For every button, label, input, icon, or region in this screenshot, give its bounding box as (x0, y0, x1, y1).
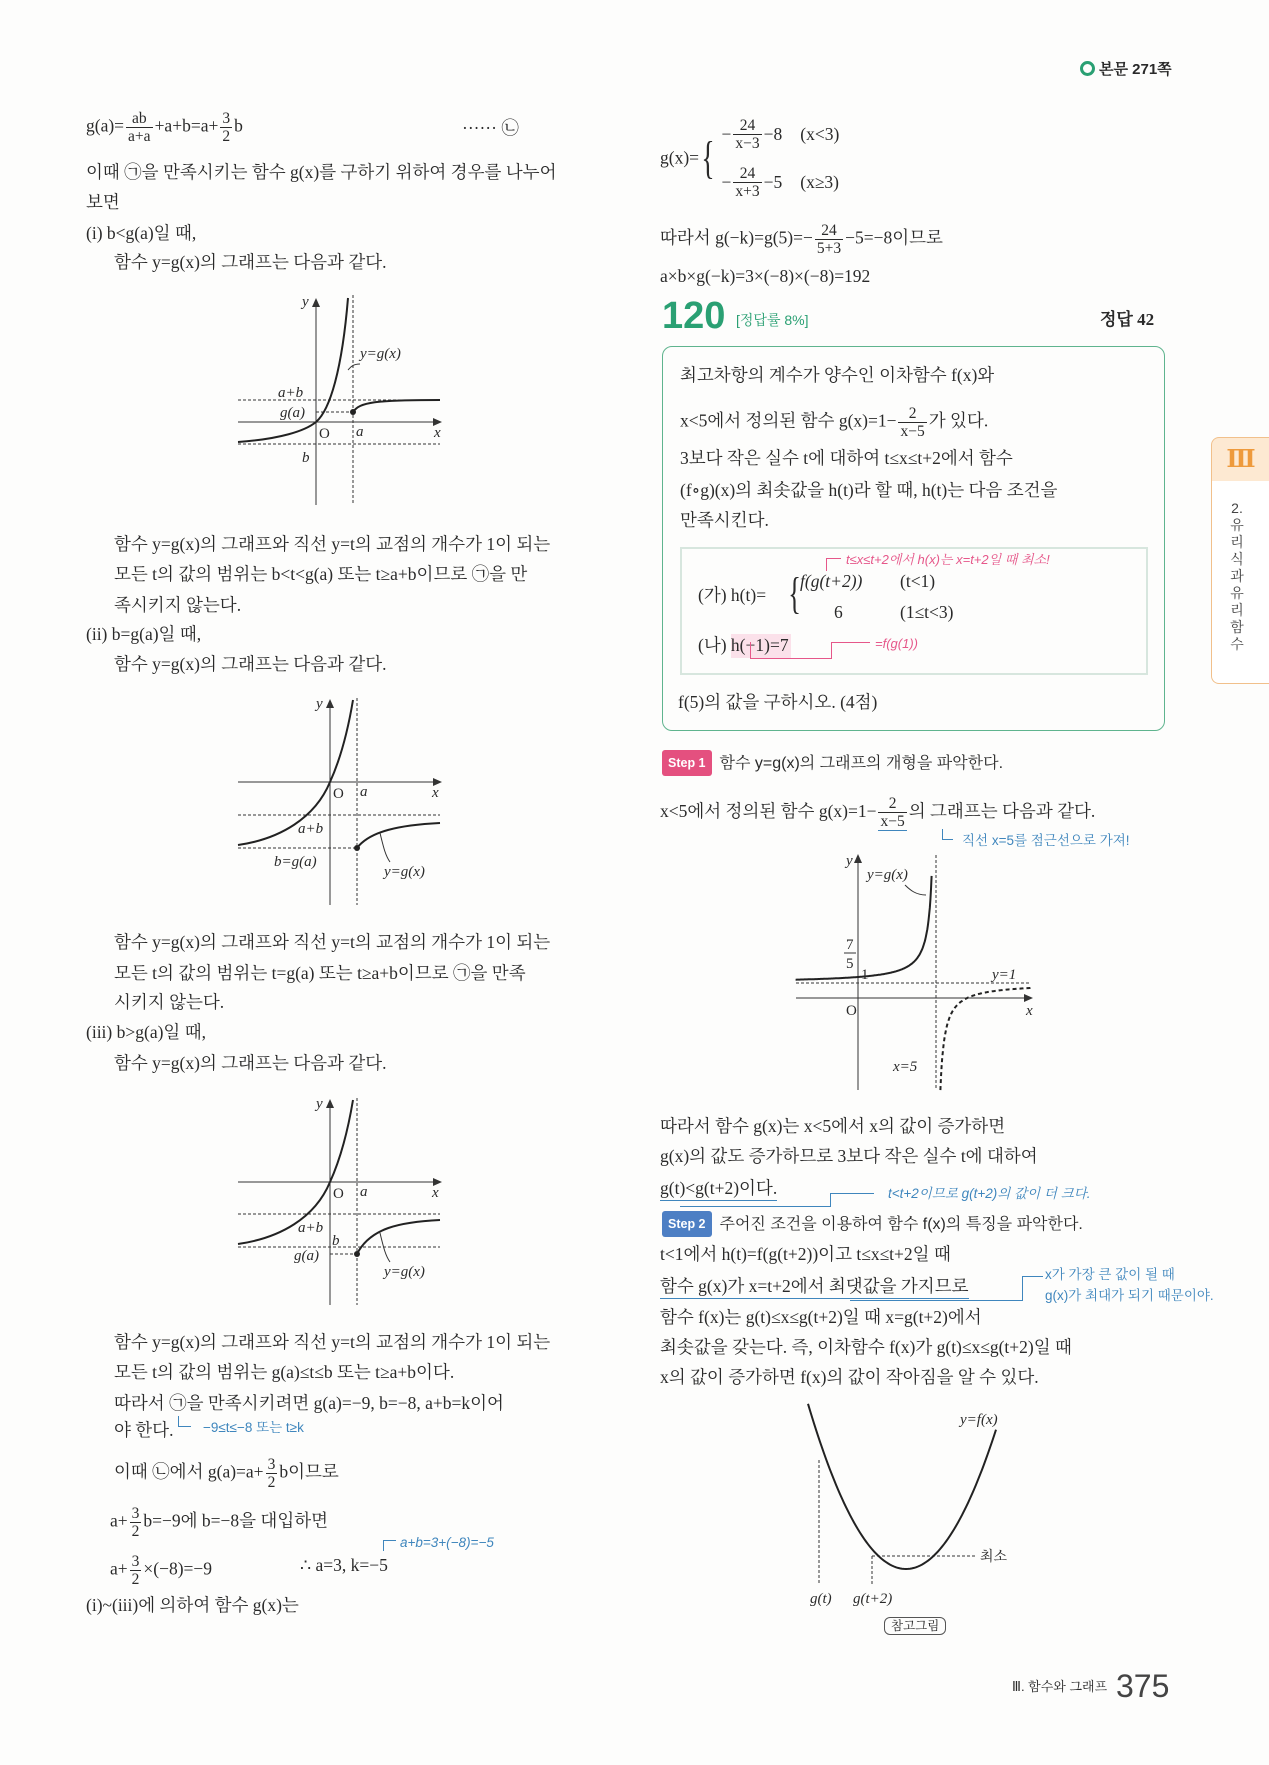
circle-bullet-icon (1080, 61, 1095, 76)
origin-label: O (319, 426, 330, 442)
annotation-arrow (383, 1540, 396, 1551)
piece-row (722, 158, 840, 206)
curve-dotted (940, 988, 1032, 1090)
equation-line (110, 1553, 212, 1588)
text-line: 이때 ㉠을 만족시키는 함수 g(x)를 구하기 위하여 경우를 나누어 (86, 162, 557, 182)
eq-part: −5=−8이므로 (845, 227, 943, 248)
arrow-icon (312, 298, 320, 307)
annotation-arrow (750, 642, 832, 659)
text-line: 야 한다. (114, 1420, 174, 1440)
x-equals-5-label: x=5 (893, 1059, 918, 1075)
denominator: 2 (267, 1474, 276, 1491)
denominator: x−3 (735, 134, 760, 152)
text-line: (i)~(iii)에 의하여 함수 g(x)는 (86, 1595, 299, 1615)
eq-part: b이므로 (279, 1461, 339, 1482)
denominator: 2 (131, 1571, 140, 1588)
eq-part: 따라서 g(−k)=g(5)=− (660, 227, 813, 248)
footer-section: Ⅲ. 함수와 그래프 (1012, 1679, 1108, 1694)
denominator: 2 (131, 1523, 140, 1540)
text-line: 보면 (86, 192, 120, 212)
piecewise-g (660, 110, 839, 206)
point (354, 1251, 360, 1257)
graph-f-parabola (800, 1400, 1060, 1640)
step-title: 주어진 조건을 이용하여 함수 f(x)의 특징을 파악한다. (719, 1216, 1083, 1233)
g-a-label: g(a) (280, 405, 305, 421)
annotation-arrow (1022, 1276, 1043, 1301)
condition-row1: f(g(t+2)) (800, 571, 863, 591)
curve-left (238, 700, 353, 845)
correct-rate: [정답률 8%] (736, 312, 809, 328)
annotation: 직선 x=5를 점근선으로 가져! (962, 833, 1130, 848)
x-label: x (432, 1185, 439, 1201)
chapter-title: 2.유리식과 유리함수 (1230, 500, 1244, 652)
eq-part: − (721, 123, 732, 144)
annotation: a+b=3+(−8)=−5 (400, 1535, 494, 1550)
eq-part: a+ (110, 1510, 128, 1531)
leader-line (905, 885, 926, 895)
eq-lhs: g(x)= (660, 147, 700, 168)
denominator: 5 (846, 956, 854, 972)
point (354, 845, 360, 851)
text-line: g(t)<g(t+2)이다. (660, 1176, 777, 1201)
eq-part: x<5에서 정의된 함수 g(x)=1− (680, 410, 897, 431)
step1-badge: Step 1 (662, 750, 712, 776)
condition: (x<3) (800, 123, 840, 144)
a-label: a (356, 424, 364, 440)
chapter-tab[interactable]: Ⅲ (1211, 437, 1269, 483)
eq-part: +a+b=a+ (154, 115, 219, 136)
fraction (126, 110, 153, 145)
eq-part: x<5에서 정의된 함수 g(x)=1− (660, 801, 877, 822)
fraction (898, 405, 926, 440)
text-line: 함수 y=g(x)의 그래프는 다음과 같다. (114, 1053, 387, 1073)
a-label: a (360, 784, 368, 800)
curve-label: y=g(x) (384, 864, 425, 880)
y-label: y (846, 853, 853, 869)
denominator: x−5 (880, 813, 905, 830)
numerator: 3 (267, 1456, 276, 1473)
curve-label: y=g(x) (384, 1264, 425, 1280)
annotation: g(x)가 최대가 되기 때문이야. (1045, 1288, 1214, 1303)
problem-text: 3보다 작은 실수 t에 대하여 t≤x≤t+2에서 함수 (680, 448, 1013, 468)
text-line: 따라서 함수 g(x)는 x<5에서 x의 값이 증가하면 (660, 1116, 1006, 1136)
annotation-arrow (680, 1194, 831, 1207)
annotation-arrow (178, 1416, 191, 1427)
text-line: 족시키지 않는다. (114, 595, 242, 615)
condition-row1-range: (t<1) (900, 571, 936, 591)
text-line: 모든 t의 값의 범위는 g(a)≤t≤b 또는 t≥a+b이다. (114, 1362, 455, 1382)
fraction (733, 117, 761, 152)
annotation-arrow (850, 1276, 1022, 1301)
b-label: b (332, 1233, 340, 1249)
denominator: a+a (128, 128, 151, 145)
text-line: 모든 t의 값의 범위는 t=g(a) 또는 t≥a+b이므로 ㉠을 만족 (114, 963, 526, 983)
fraction (266, 1456, 278, 1491)
brace: { (701, 132, 715, 183)
annotation: t<t+2이므로 g(t+2)의 값이 더 크다. (888, 1186, 1091, 1201)
brace: { (788, 569, 801, 618)
x-label: x (434, 425, 441, 441)
graph-g-asymptote (780, 845, 1050, 1095)
annotation-arrow (942, 829, 953, 840)
equation-line (110, 1505, 328, 1540)
numerator: 2 (898, 405, 926, 423)
step1-heading (662, 750, 1003, 776)
problem-number: 120 (662, 295, 726, 337)
curve-right (353, 400, 440, 412)
y-label: y (316, 696, 323, 712)
equation-line (660, 222, 943, 257)
point (350, 409, 356, 415)
text-line: 함수 y=g(x)의 그래프와 직선 y=t의 교점의 개수가 1이 되는 (114, 534, 551, 554)
eq-part: g(a)= (86, 115, 125, 136)
curve-right (357, 1220, 440, 1254)
eq-part: 이때 ㉡에서 g(a)=a+ (114, 1461, 264, 1482)
curve-left (238, 1100, 353, 1244)
eq-part: 가 있다. (928, 410, 989, 431)
problem-text: 최고차항의 계수가 양수인 이차함수 f(x)와 (680, 365, 995, 385)
arrow-icon (326, 699, 334, 708)
x-label: x (432, 785, 439, 801)
denominator: 2 (222, 128, 231, 145)
fraction (878, 795, 906, 831)
text-line: g(x)의 값도 증가하므로 3보다 작은 실수 t에 대하여 (660, 1146, 1038, 1166)
eq-part: 의 그래프는 다음과 같다. (908, 801, 1096, 822)
a-plus-b-label: a+b (278, 385, 304, 401)
leader-line (348, 364, 360, 370)
eq-part: b (234, 115, 243, 136)
eq-part: − (721, 171, 732, 192)
fraction (130, 1505, 142, 1540)
graph-case1 (220, 290, 460, 520)
eq-part: b=−9에 b=−8을 대입하면 (143, 1510, 329, 1531)
equation-g-a (86, 110, 243, 145)
piecewise-rows (722, 110, 840, 206)
numerator: 24 (733, 165, 761, 183)
annotation: =f(g(1)) (875, 636, 918, 651)
text-line: 함수 y=g(x)의 그래프는 다음과 같다. (114, 252, 387, 272)
annotation-arrow (831, 642, 870, 659)
min-label: 최소 (980, 1548, 1008, 1564)
graph-case2 (220, 690, 460, 910)
text-line: t<1에서 h(t)=f(g(t+2))이고 t≤x≤t+2일 때 (660, 1244, 951, 1264)
text-line: 함수 g(x)가 x=t+2에서 최댓값을 가지므로 (660, 1274, 969, 1299)
origin-label: O (846, 1003, 857, 1019)
figure-caption: 참고그림 (884, 1617, 946, 1635)
equation-line: a×b×g(−k)=3×(−8)×(−8)=192 (660, 266, 871, 286)
numerator: 24 (733, 117, 761, 135)
condition-row2: 6 (834, 602, 843, 622)
denominator: 5+3 (816, 240, 842, 257)
step2-heading (662, 1211, 1083, 1237)
page-number: 375 (1116, 1668, 1170, 1704)
denominator: x−5 (900, 423, 925, 440)
numerator: 3 (222, 110, 231, 127)
y-label: y (302, 294, 309, 310)
reference-link (1080, 58, 1172, 82)
eq-part: −5 (763, 171, 783, 192)
result: ∴ a=3, k=−5 (300, 1555, 388, 1575)
curve-right (357, 823, 440, 848)
curve-label: y=f(x) (960, 1412, 998, 1428)
eq-part: −8 (763, 123, 783, 144)
problem-text: 만족시킨다. (680, 510, 769, 530)
text-line: x의 값이 증가하면 f(x)의 값이 작아짐을 알 수 있다. (660, 1367, 1039, 1387)
answer: 정답 42 (1100, 310, 1155, 329)
y-equals-1-label: y=1 (992, 967, 1017, 983)
condition-ga: (가) h(t)= (698, 585, 767, 605)
y-label: y (316, 1096, 323, 1112)
eq-part: a+ (110, 1558, 128, 1579)
equation-tag: ······ ㉡ (462, 118, 519, 138)
step2-badge: Step 2 (662, 1211, 712, 1237)
condition: (x≥3) (800, 171, 840, 192)
text-line: 시키지 않는다. (114, 992, 225, 1012)
one-label: 1 (861, 967, 869, 983)
b-equals-g-a-label: b=g(a) (274, 854, 317, 870)
piece-row (722, 110, 840, 158)
annotation: x가 가장 큰 값이 될 때 (1045, 1267, 1175, 1282)
numerator: 7 (846, 937, 854, 953)
eq-part: ×(−8)=−9 (143, 1558, 213, 1579)
fraction (733, 165, 761, 200)
text-line: 함수 y=g(x)의 그래프와 직선 y=t의 교점의 개수가 1이 되는 (114, 932, 551, 952)
reference-text: 본문 271쪽 (1099, 61, 1172, 78)
curve-solid (796, 876, 932, 980)
b-label: b (302, 450, 310, 466)
step-title: 함수 y=g(x)의 그래프의 개형을 파악한다. (719, 755, 1004, 772)
leader-line (380, 833, 390, 862)
question: f(5)의 값을 구하시오. (4점) (678, 692, 878, 712)
case-label: (i) b<g(a)일 때, (86, 223, 197, 243)
condition-na: (나) h(−1)=7 (698, 635, 789, 655)
equation-line (114, 1456, 339, 1491)
numerator: ab (126, 110, 153, 128)
g-t-label: g(t) (810, 1591, 832, 1607)
fraction (815, 222, 843, 257)
text-line: 함수 f(x)는 g(t)≤x≤g(t+2)일 때 x=g(t+2)에서 (660, 1307, 982, 1327)
origin-label: O (333, 1186, 344, 1202)
problem-text: (f∘g)(x)의 최솟값을 h(t)라 할 때, h(t)는 다음 조건을 (680, 480, 1058, 500)
curve-label: y=g(x) (867, 867, 908, 883)
text-line (660, 795, 1095, 831)
case-label: (ii) b=g(a)일 때, (86, 624, 202, 644)
arrow-icon (854, 854, 862, 863)
annotation-arrow (830, 1193, 874, 1195)
text-line: 따라서 ㉠을 만족시키려면 g(a)=−9, b=−8, a+b=k이어 (114, 1393, 504, 1413)
g-a-label: g(a) (294, 1248, 319, 1264)
denominator: x+3 (735, 182, 760, 200)
annotation: t≤x≤t+2에서 h(x)는 x=t+2일 때 최소! (846, 552, 1050, 567)
numerator: 24 (815, 222, 843, 240)
g-t-plus-2-label: g(t+2) (853, 1591, 893, 1607)
graph-case3 (220, 1090, 460, 1310)
fraction (220, 110, 232, 145)
a-plus-b-label: a+b (298, 821, 324, 837)
curve-label: y=g(x) (360, 346, 401, 362)
text-line: 함수 y=g(x)의 그래프는 다음과 같다. (114, 654, 387, 674)
text-line: 모든 t의 값의 범위는 b<t<g(a) 또는 t≥a+b이므로 ㉠을 만 (114, 564, 528, 584)
arrow-icon (1024, 994, 1033, 1002)
annotation: −9≤t≤−8 또는 t≥k (203, 1420, 304, 1435)
a-plus-b-label: a+b (298, 1220, 324, 1236)
problem-text (680, 405, 988, 440)
parabola (808, 1404, 996, 1569)
arrow-icon (326, 1099, 334, 1108)
x-label: x (1026, 1003, 1033, 1019)
text-line: 최솟값을 갖는다. 즉, 이차함수 f(x)가 g(t)≤x≤g(t+2)일 때 (660, 1337, 1072, 1357)
origin-label: O (333, 786, 344, 802)
numerator: 3 (131, 1505, 140, 1522)
fraction (130, 1553, 142, 1588)
condition-row2-range: (1≤t<3) (900, 602, 954, 622)
numerator: 3 (131, 1553, 140, 1570)
a-label: a (360, 1184, 368, 1200)
numerator: 2 (878, 795, 906, 813)
text-line: 함수 y=g(x)의 그래프와 직선 y=t의 교점의 개수가 1이 되는 (114, 1332, 551, 1352)
case-label: (iii) b>g(a)일 때, (86, 1022, 206, 1042)
